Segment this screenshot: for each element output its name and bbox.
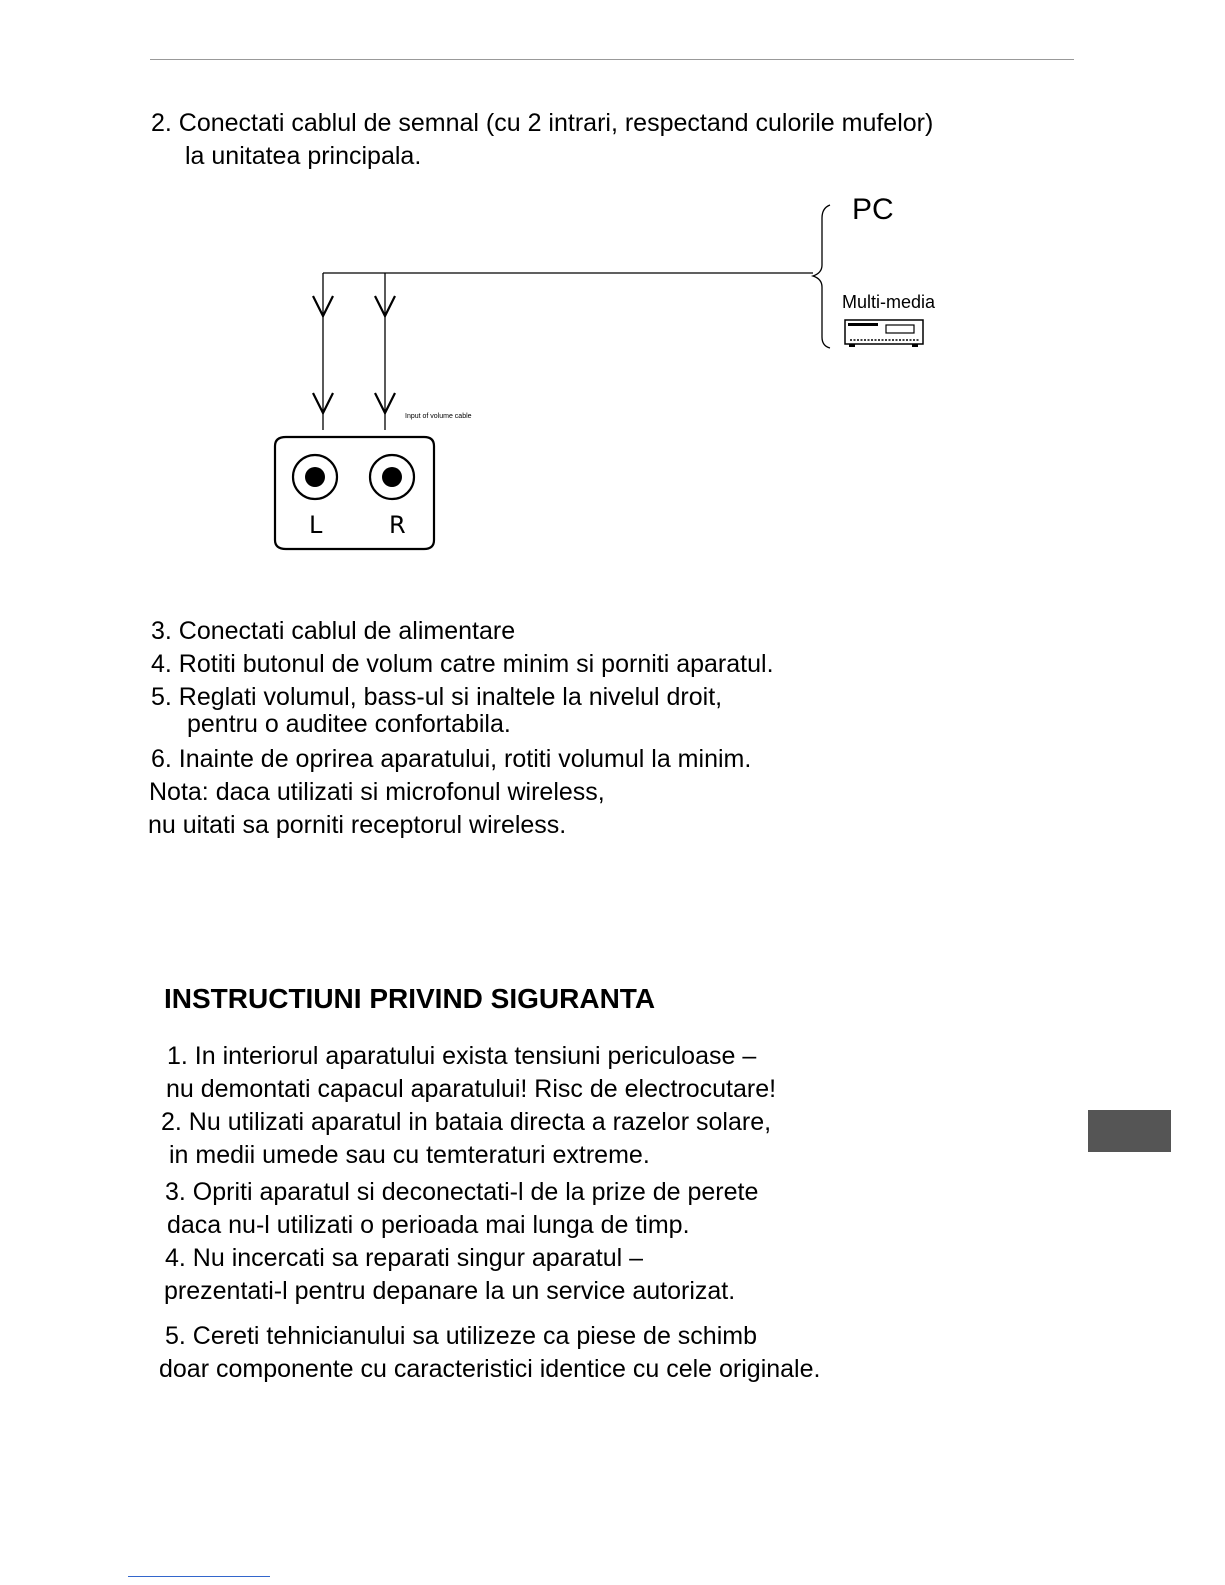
note-line-1: Nota: daca utilizati si microfonul wireless, (149, 778, 605, 806)
left-jack-icon (293, 455, 337, 499)
safety-item-3-line-2: daca nu-l utilizati o perioada mai lunga de timp. (167, 1211, 690, 1239)
footer-link-rule (128, 1576, 270, 1577)
section-tab-marker (1088, 1110, 1171, 1152)
safety-item-4-line-2: prezentati-l pentru depanare la un service autorizat. (164, 1277, 736, 1305)
note-line-2: nu uitati sa porniti receptorul wireless. (148, 811, 567, 839)
safety-item-4-line-1: 4. Nu incercati sa reparati singur aparatul – (165, 1244, 644, 1272)
right-jack-label: R (389, 511, 406, 539)
safety-item-3-line-1: 3. Opriti aparatul si deconectati-l de la prize de perete (165, 1178, 759, 1206)
safety-item-2-line-2: in medii umede sau cu temteraturi extreme. (169, 1141, 650, 1169)
input-cable-label: Input of volume cable (405, 413, 472, 420)
step-3: 3. Conectati cablul de alimentare (151, 617, 516, 645)
step-6: 6. Inainte de oprirea aparatului, rotiti volumul la minim. (151, 745, 752, 773)
safety-item-1-line-1: 1. In interiorul aparatului exista tensiuni periculoase – (167, 1042, 757, 1070)
multimedia-device-icon (845, 320, 923, 347)
step-4: 4. Rotiti butonul de volum catre minim si porniti aparatul. (151, 650, 774, 678)
safety-heading: INSTRUCTIUNI PRIVIND SIGURANTA (164, 983, 656, 1014)
step-5-line-1: 5. Reglati volumul, bass-ul si inaltele la nivelul droit, (151, 683, 723, 711)
safety-item-2-line-1: 2. Nu utilizati aparatul in bataia directa a razelor solare, (161, 1108, 772, 1136)
step-2-line-1: 2. Conectati cablul de semnal (cu 2 intrari, respectand culorile mufelor) (151, 109, 934, 137)
bracket (813, 205, 830, 348)
pc-label: PC (852, 193, 894, 226)
safety-item-5-line-2: doar componente cu caracteristici identice cu cele originale. (159, 1355, 821, 1383)
connection-diagram (0, 0, 1225, 600)
safety-item-1-line-2: nu demontati capacul aparatului! Risc de electrocutare! (166, 1075, 777, 1103)
safety-item-5-line-1: 5. Cereti tehnicianului sa utilizeze ca piese de schimb (165, 1322, 757, 1350)
step-2-line-2: la unitatea principala. (185, 142, 422, 170)
left-jack-label: L (309, 511, 323, 539)
signal-cable (323, 273, 813, 430)
step-5-line-2: pentru o auditee confortabila. (187, 710, 511, 738)
multimedia-label: Multi-media (842, 292, 936, 312)
right-jack-icon (370, 455, 414, 499)
